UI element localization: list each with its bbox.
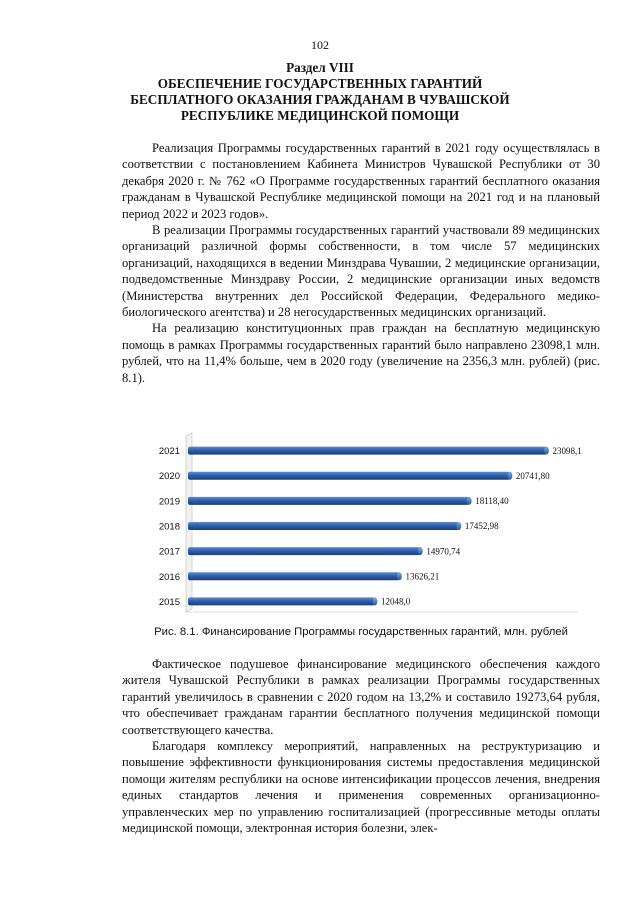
- tick-label-2019: 2019: [158, 496, 180, 508]
- paragraph: На реализацию конституционных прав граждан на бесплатную медицинскую помощь в рамках Программы государственных гарантий было направлено 23098,1 млн. рублей, что на 11,4% больше, чем в 2020 году (увеличение на 2356,3 млн. рублей) (рис. 8.1).: [122, 321, 600, 385]
- bar-cap-2016: [397, 572, 402, 580]
- value-label-2015: 12048,0: [380, 596, 411, 607]
- section-label: Раздел VIII: [286, 60, 354, 75]
- bar-cap-2019: [467, 497, 472, 505]
- bar-cap-2017: [418, 547, 423, 555]
- bar-cap-2020: [508, 472, 513, 480]
- bar-cap-2018: [456, 522, 461, 530]
- section-title-line: БЕСПЛАТНОГО ОКАЗАНИЯ ГРАЖДАНАМ В ЧУВАШСКОЙ: [130, 92, 510, 107]
- bar-cap-2015: [373, 597, 378, 605]
- value-label-2018: 17452,98: [464, 521, 499, 532]
- tick-label-2016: 2016: [158, 571, 180, 583]
- tick-label-2021: 2021: [158, 446, 180, 458]
- value-label-2016: 13626,21: [405, 571, 440, 582]
- value-label-2021: 23098,1: [552, 445, 582, 456]
- tick-label-2015: 2015: [158, 596, 180, 608]
- chart-svg: [150, 432, 590, 618]
- body-text-bottom: [122, 656, 600, 836]
- paragraph: Фактическое подушевое финансирование медицинского обеспечения каждого жителя Чувашской Республики в рамках реализации Программы государственных гарантий увеличилось в сравнении с 2020 годом на 13,2% и составило 19273,64 рубля, что обеспечивает гражданам гарантии бесплатного получения медицинской помощи соответствующего качества.: [122, 657, 600, 737]
- paragraph: В реализации Программы государственных гарантий участвовали 89 медицинских организаций различной формы собственности, в том числе 57 медицинских организаций, находящихся в ведении Минздрава Чувашии, 2 медицинские организации, подведомственные Минздраву России, 2 медицинские организации иных ведомств (Министерства внутренних дел Российской Федерации, Федерального медико-биологического агентства) и 28 негосударственных медицинских организаций.: [122, 223, 600, 320]
- bar-2020: [188, 472, 510, 480]
- value-label-2019: 18118,40: [475, 496, 509, 507]
- tick-label-2020: 2020: [158, 471, 180, 483]
- section-heading: [80, 60, 560, 124]
- bar-2021: [188, 447, 546, 455]
- tick-label-2018: 2018: [158, 521, 180, 533]
- bar-2017: [188, 547, 420, 555]
- value-label-2017: 14970,74: [426, 546, 461, 557]
- paragraph: Благодаря комплексу мероприятий, направленных на реструктуризацию и повышение эффективности функционирования системы предоставления медицинской помощи жителям республики на основе интенсификации процессов лечения, внедрения единых стандартов лечения и применения современных организационно-управленческих мер по управлению госпитализацией (прогрессивные методы оплаты медицинской помощи, электронная история болезни, элек-: [122, 739, 600, 836]
- bar-2016: [188, 572, 399, 580]
- bar-2015: [188, 597, 375, 605]
- bar-cap-2021: [544, 447, 549, 455]
- page-number: 102: [311, 38, 329, 52]
- value-label-2020: 20741,80: [515, 470, 550, 481]
- bar-2018: [188, 522, 459, 530]
- section-title-line: ОБЕСПЕЧЕНИЕ ГОСУДАРСТВЕННЫХ ГАРАНТИЙ: [157, 76, 483, 91]
- bar-2019: [188, 497, 469, 505]
- financing-bar-chart: [150, 432, 590, 618]
- body-text-top: [122, 140, 600, 386]
- figure-caption: Рис. 8.1. Финансирование Программы государственных гарантий, млн. рублей: [154, 626, 568, 638]
- paragraph: Реализация Программы государственных гарантий в 2021 году осуществлялась в соответствии с постановлением Кабинета Министров Чувашской Республики от 30 декабря 2020 г. № 762 «О Программе государственных гарантий бесплатного оказания гражданам в Чувашской Республике медицинской помощи на 2021 год и на плановый период 2022 и 2023 годов».: [122, 141, 600, 221]
- tick-label-2017: 2017: [158, 546, 180, 558]
- chart-tick-labels: [159, 446, 180, 608]
- section-title-line: РЕСПУБЛИКЕ МЕДИЦИНСКОЙ ПОМОЩИ: [180, 108, 460, 123]
